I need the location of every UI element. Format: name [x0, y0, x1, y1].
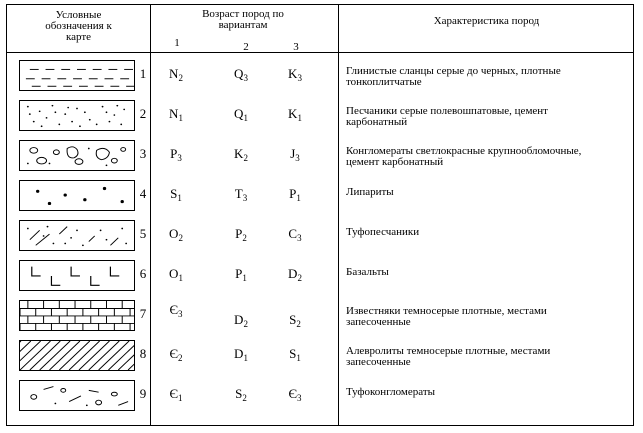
legend-pattern: [20, 301, 134, 330]
header-age: [187, 9, 299, 31]
age-index: 1: [178, 113, 183, 123]
rock-description-line: цемент карбонатный: [346, 156, 444, 168]
pebbles-icon: [19, 140, 135, 171]
age-index: 1: [297, 113, 302, 123]
age-symbol: S: [235, 386, 243, 401]
rock-description-line: Известняки темносерые плотные, местами: [346, 305, 547, 317]
age-index: 2: [243, 319, 248, 329]
row-number: 1: [139, 66, 147, 81]
header-symbols-line: Условные: [55, 9, 102, 21]
row-number: 6: [139, 266, 147, 281]
age-index: 3: [178, 309, 183, 319]
rock-description-line: запесоченные: [346, 316, 411, 328]
legend-pattern: [20, 141, 134, 170]
age-variant-1: [156, 386, 196, 402]
age-variant-1: [156, 346, 196, 362]
rock-description-line: Глинистые сланцы серые до черных, плотные: [346, 65, 561, 77]
row-number: 8: [139, 346, 147, 361]
age-variant-3: [275, 386, 315, 402]
age-index: 2: [178, 73, 183, 83]
sparse-dots-icon: [19, 180, 135, 211]
dashed-lines-icon: [19, 60, 135, 91]
age-symbol: Є: [169, 386, 179, 401]
age-index: 1: [243, 113, 248, 123]
age-symbol: N: [169, 106, 179, 121]
age-index: 3: [243, 73, 248, 83]
age-variant-3: [275, 106, 315, 122]
age-symbol: Є: [288, 386, 298, 401]
age-variant-1: [156, 66, 196, 82]
age-variant-3: [275, 226, 315, 242]
age-variant-3: [275, 146, 315, 162]
age-index: 1: [178, 273, 183, 283]
age-symbol: K: [288, 66, 298, 81]
tuff-sandstone-icon: [19, 220, 135, 251]
rock-description: [346, 227, 631, 238]
header-variant-3: 3: [293, 41, 299, 53]
age-index: 2: [242, 393, 247, 403]
legend-pattern: [20, 221, 134, 250]
rock-description: [346, 267, 631, 278]
age-variant-2: [221, 386, 261, 402]
rock-description-line: Туфоконгломераты: [346, 386, 436, 398]
rock-description-line: Базальты: [346, 266, 389, 278]
row-number: 7: [139, 306, 147, 321]
age-index: 1: [242, 273, 247, 283]
column-divider: [338, 5, 339, 425]
age-variant-1: [156, 266, 196, 282]
rock-description-line: Липариты: [346, 186, 394, 198]
age-symbol: K: [234, 146, 244, 161]
legend-pattern: [20, 381, 134, 410]
rock-description-line: Алевролиты темносерые плотные, местами: [346, 345, 551, 357]
row-number: 5: [139, 226, 147, 241]
age-variant-1: [156, 106, 196, 122]
age-variant-2: [221, 266, 261, 282]
age-index: 3: [297, 393, 302, 403]
diagonal-hatch-icon: [19, 340, 135, 371]
age-index: 1: [296, 193, 301, 203]
legend-pattern: [20, 181, 134, 210]
age-index: 2: [178, 233, 183, 243]
header-age-line: Возраст пород по: [202, 8, 284, 20]
age-index: 3: [297, 233, 302, 243]
age-symbol: J: [290, 146, 296, 161]
age-variant-3: [275, 312, 315, 328]
age-index: 2: [296, 319, 301, 329]
age-variant-2: [221, 346, 261, 362]
age-variant-2: [221, 226, 261, 242]
legend-pattern: [20, 101, 134, 130]
header-age-line: вариантам: [218, 19, 268, 31]
age-symbol: S: [170, 186, 178, 201]
age-variant-2: [221, 146, 261, 162]
header-divider: [7, 52, 633, 53]
rock-legend-table: [6, 4, 634, 426]
age-variant-2: [221, 106, 261, 122]
age-symbol: Є: [169, 346, 179, 361]
age-symbol: P: [289, 186, 297, 201]
age-symbol: P: [235, 266, 243, 281]
age-index: 2: [297, 273, 302, 283]
age-symbol: K: [288, 106, 298, 121]
row-number: 3: [139, 146, 147, 161]
age-variant-3: [275, 186, 315, 202]
age-index: 2: [242, 233, 247, 243]
rock-description-line: запесоченные: [346, 356, 411, 368]
age-symbol: C: [288, 226, 298, 241]
fine-dots-icon: [19, 100, 135, 131]
header-characteristic: Характеристика пород: [433, 15, 540, 27]
row-number: 9: [139, 386, 147, 401]
row-number: 4: [139, 186, 147, 201]
age-variant-1: [156, 146, 196, 162]
age-variant-1: [156, 186, 196, 202]
rock-description: [346, 306, 631, 328]
header-variant-1: 1: [174, 37, 180, 49]
age-variant-2: [221, 66, 261, 82]
rock-description: [346, 187, 631, 198]
age-symbol: T: [234, 186, 243, 201]
age-symbol: O: [169, 226, 179, 241]
tuff-conglomerate-icon: [19, 380, 135, 411]
brick-limestone-icon: [19, 300, 135, 331]
age-index: 2: [243, 153, 248, 163]
rock-description-line: тонкоплитчатые: [346, 76, 422, 88]
row-number: 2: [139, 106, 147, 121]
age-index: 3: [177, 153, 182, 163]
rock-description: [346, 387, 631, 398]
age-symbol: D: [234, 346, 244, 361]
legend-pattern: [20, 341, 134, 370]
column-divider: [150, 5, 151, 425]
age-symbol: S: [289, 312, 297, 327]
age-symbol: Q: [234, 106, 244, 121]
age-variant-3: [275, 266, 315, 282]
age-variant-1: [156, 226, 196, 242]
age-index: 1: [178, 393, 183, 403]
age-index: 1: [296, 353, 301, 363]
legend-pattern: [20, 261, 134, 290]
age-symbol: P: [235, 226, 243, 241]
age-index: 1: [243, 353, 248, 363]
age-symbol: S: [289, 346, 297, 361]
rock-description-line: Туфопесчаники: [346, 226, 420, 238]
rock-description-line: Конгломераты светлокрасные крупнообломочные,: [346, 145, 582, 157]
age-variant-1: [156, 302, 196, 318]
age-symbol: N: [169, 66, 179, 81]
age-variant-2: [221, 186, 261, 202]
age-symbol: D: [288, 266, 298, 281]
header-symbols-line: карте: [65, 31, 92, 43]
age-index: 3: [297, 73, 302, 83]
age-index: 3: [242, 193, 248, 203]
age-variant-3: [275, 66, 315, 82]
age-index: 2: [178, 353, 183, 363]
basalt-angles-icon: [19, 260, 135, 291]
rock-description: [346, 106, 631, 128]
rock-description-line: карбонатный: [346, 116, 408, 128]
legend-pattern: [20, 61, 134, 90]
header-symbols: [7, 10, 150, 43]
age-symbol: O: [169, 266, 179, 281]
age-variant-2: [221, 312, 261, 328]
rock-description-line: Песчаники серые полевошпатовые, цемент: [346, 105, 548, 117]
age-variant-3: [275, 346, 315, 362]
rock-description: [346, 146, 631, 168]
age-symbol: D: [234, 312, 244, 327]
age-index: 3: [295, 153, 300, 163]
header-variant-2: 2: [243, 41, 249, 53]
rock-description: [346, 66, 631, 88]
age-index: 1: [177, 193, 182, 203]
age-symbol: Q: [234, 66, 244, 81]
rock-description: [346, 346, 631, 368]
age-symbol: P: [170, 146, 178, 161]
age-symbol: Є: [169, 302, 179, 317]
header-symbols-line: обозначения к: [45, 20, 112, 32]
